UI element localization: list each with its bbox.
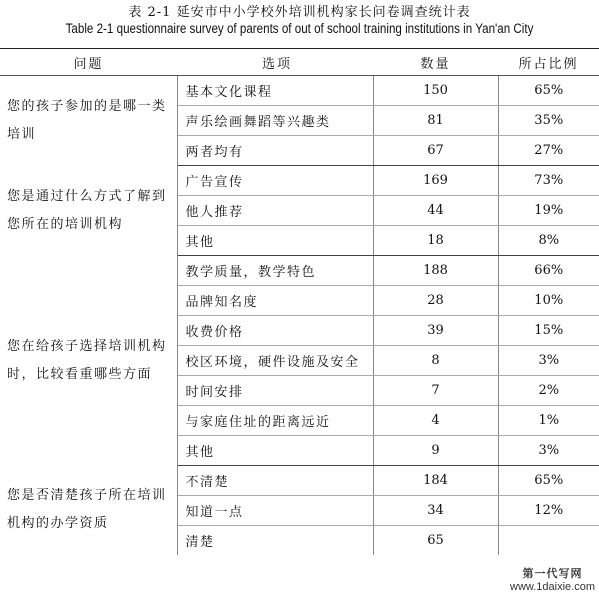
- survey-table: [0, 48, 599, 555]
- ratio-cell: [498, 526, 599, 556]
- ratio-cell: 15%: [498, 316, 599, 346]
- option-cell: 其他: [177, 436, 373, 466]
- count-cell: 44: [373, 196, 498, 226]
- count-cell: 28: [373, 286, 498, 316]
- count-cell: 67: [373, 136, 498, 166]
- option-cell: 他人推荐: [177, 196, 373, 226]
- question-cell: 您的孩子参加的是哪一类培训: [0, 76, 177, 166]
- count-cell: 188: [373, 256, 498, 286]
- ratio-cell: 27%: [498, 136, 599, 166]
- header-question: 问题: [0, 49, 177, 76]
- table-row: [0, 166, 599, 196]
- ratio-cell: 12%: [498, 496, 599, 526]
- ratio-cell: 19%: [498, 196, 599, 226]
- count-cell: 8: [373, 346, 498, 376]
- option-cell: 清楚: [177, 526, 373, 556]
- question-cell: 您是通过什么方式了解到您所在的培训机构: [0, 166, 177, 256]
- count-cell: 150: [373, 76, 498, 106]
- question-cell: 您是否清楚孩子所在培训机构的办学资质: [0, 466, 177, 556]
- option-cell: 两者均有: [177, 136, 373, 166]
- ratio-cell: 10%: [498, 286, 599, 316]
- header-row: [0, 49, 599, 76]
- ratio-cell: 65%: [498, 466, 599, 496]
- option-cell: 知道一点: [177, 496, 373, 526]
- watermark-name: 第一代写网: [522, 568, 583, 580]
- table-row: [0, 466, 599, 496]
- count-cell: 65: [373, 526, 498, 556]
- option-cell: 广告宣传: [177, 166, 373, 196]
- table-row: [0, 76, 599, 106]
- option-cell: 声乐绘画舞蹈等兴趣类: [177, 106, 373, 136]
- question-cell: 您在给孩子选择培训机构时，比较看重哪些方面: [0, 256, 177, 466]
- ratio-cell: 8%: [498, 226, 599, 256]
- count-cell: 7: [373, 376, 498, 406]
- count-cell: 9: [373, 436, 498, 466]
- option-cell: 教学质量，教学特色: [177, 256, 373, 286]
- header-ratio: 所占比例: [498, 49, 599, 76]
- ratio-cell: 35%: [498, 106, 599, 136]
- site-watermark: [510, 568, 595, 594]
- option-cell: 校区环境，硬件设施及安全: [177, 346, 373, 376]
- option-cell: 不清楚: [177, 466, 373, 496]
- table-body: [0, 76, 599, 556]
- option-cell: 基本文化课程: [177, 76, 373, 106]
- count-cell: 39: [373, 316, 498, 346]
- table-caption-en: Table 2-1 questionnaire survey of parents of out of school training institutions in Yan'an City: [65, 21, 534, 36]
- ratio-cell: 73%: [498, 166, 599, 196]
- ratio-cell: 65%: [498, 76, 599, 106]
- ratio-cell: 2%: [498, 376, 599, 406]
- count-cell: 34: [373, 496, 498, 526]
- option-cell: 与家庭住址的距离远近: [177, 406, 373, 436]
- table-row: [0, 256, 599, 286]
- option-cell: 时间安排: [177, 376, 373, 406]
- count-cell: 169: [373, 166, 498, 196]
- header-count: 数量: [373, 49, 498, 76]
- header-option: 选项: [177, 49, 373, 76]
- ratio-cell: 1%: [498, 406, 599, 436]
- count-cell: 184: [373, 466, 498, 496]
- ratio-cell: 66%: [498, 256, 599, 286]
- ratio-cell: 3%: [498, 436, 599, 466]
- count-cell: 81: [373, 106, 498, 136]
- option-cell: 其他: [177, 226, 373, 256]
- count-cell: 4: [373, 406, 498, 436]
- watermark-url: www.1daixie.com: [510, 581, 595, 593]
- option-cell: 品牌知名度: [177, 286, 373, 316]
- ratio-cell: 3%: [498, 346, 599, 376]
- count-cell: 18: [373, 226, 498, 256]
- option-cell: 收费价格: [177, 316, 373, 346]
- table-caption-zh: 表 2-1 延安市中小学校外培训机构家长问卷调查统计表: [128, 5, 471, 20]
